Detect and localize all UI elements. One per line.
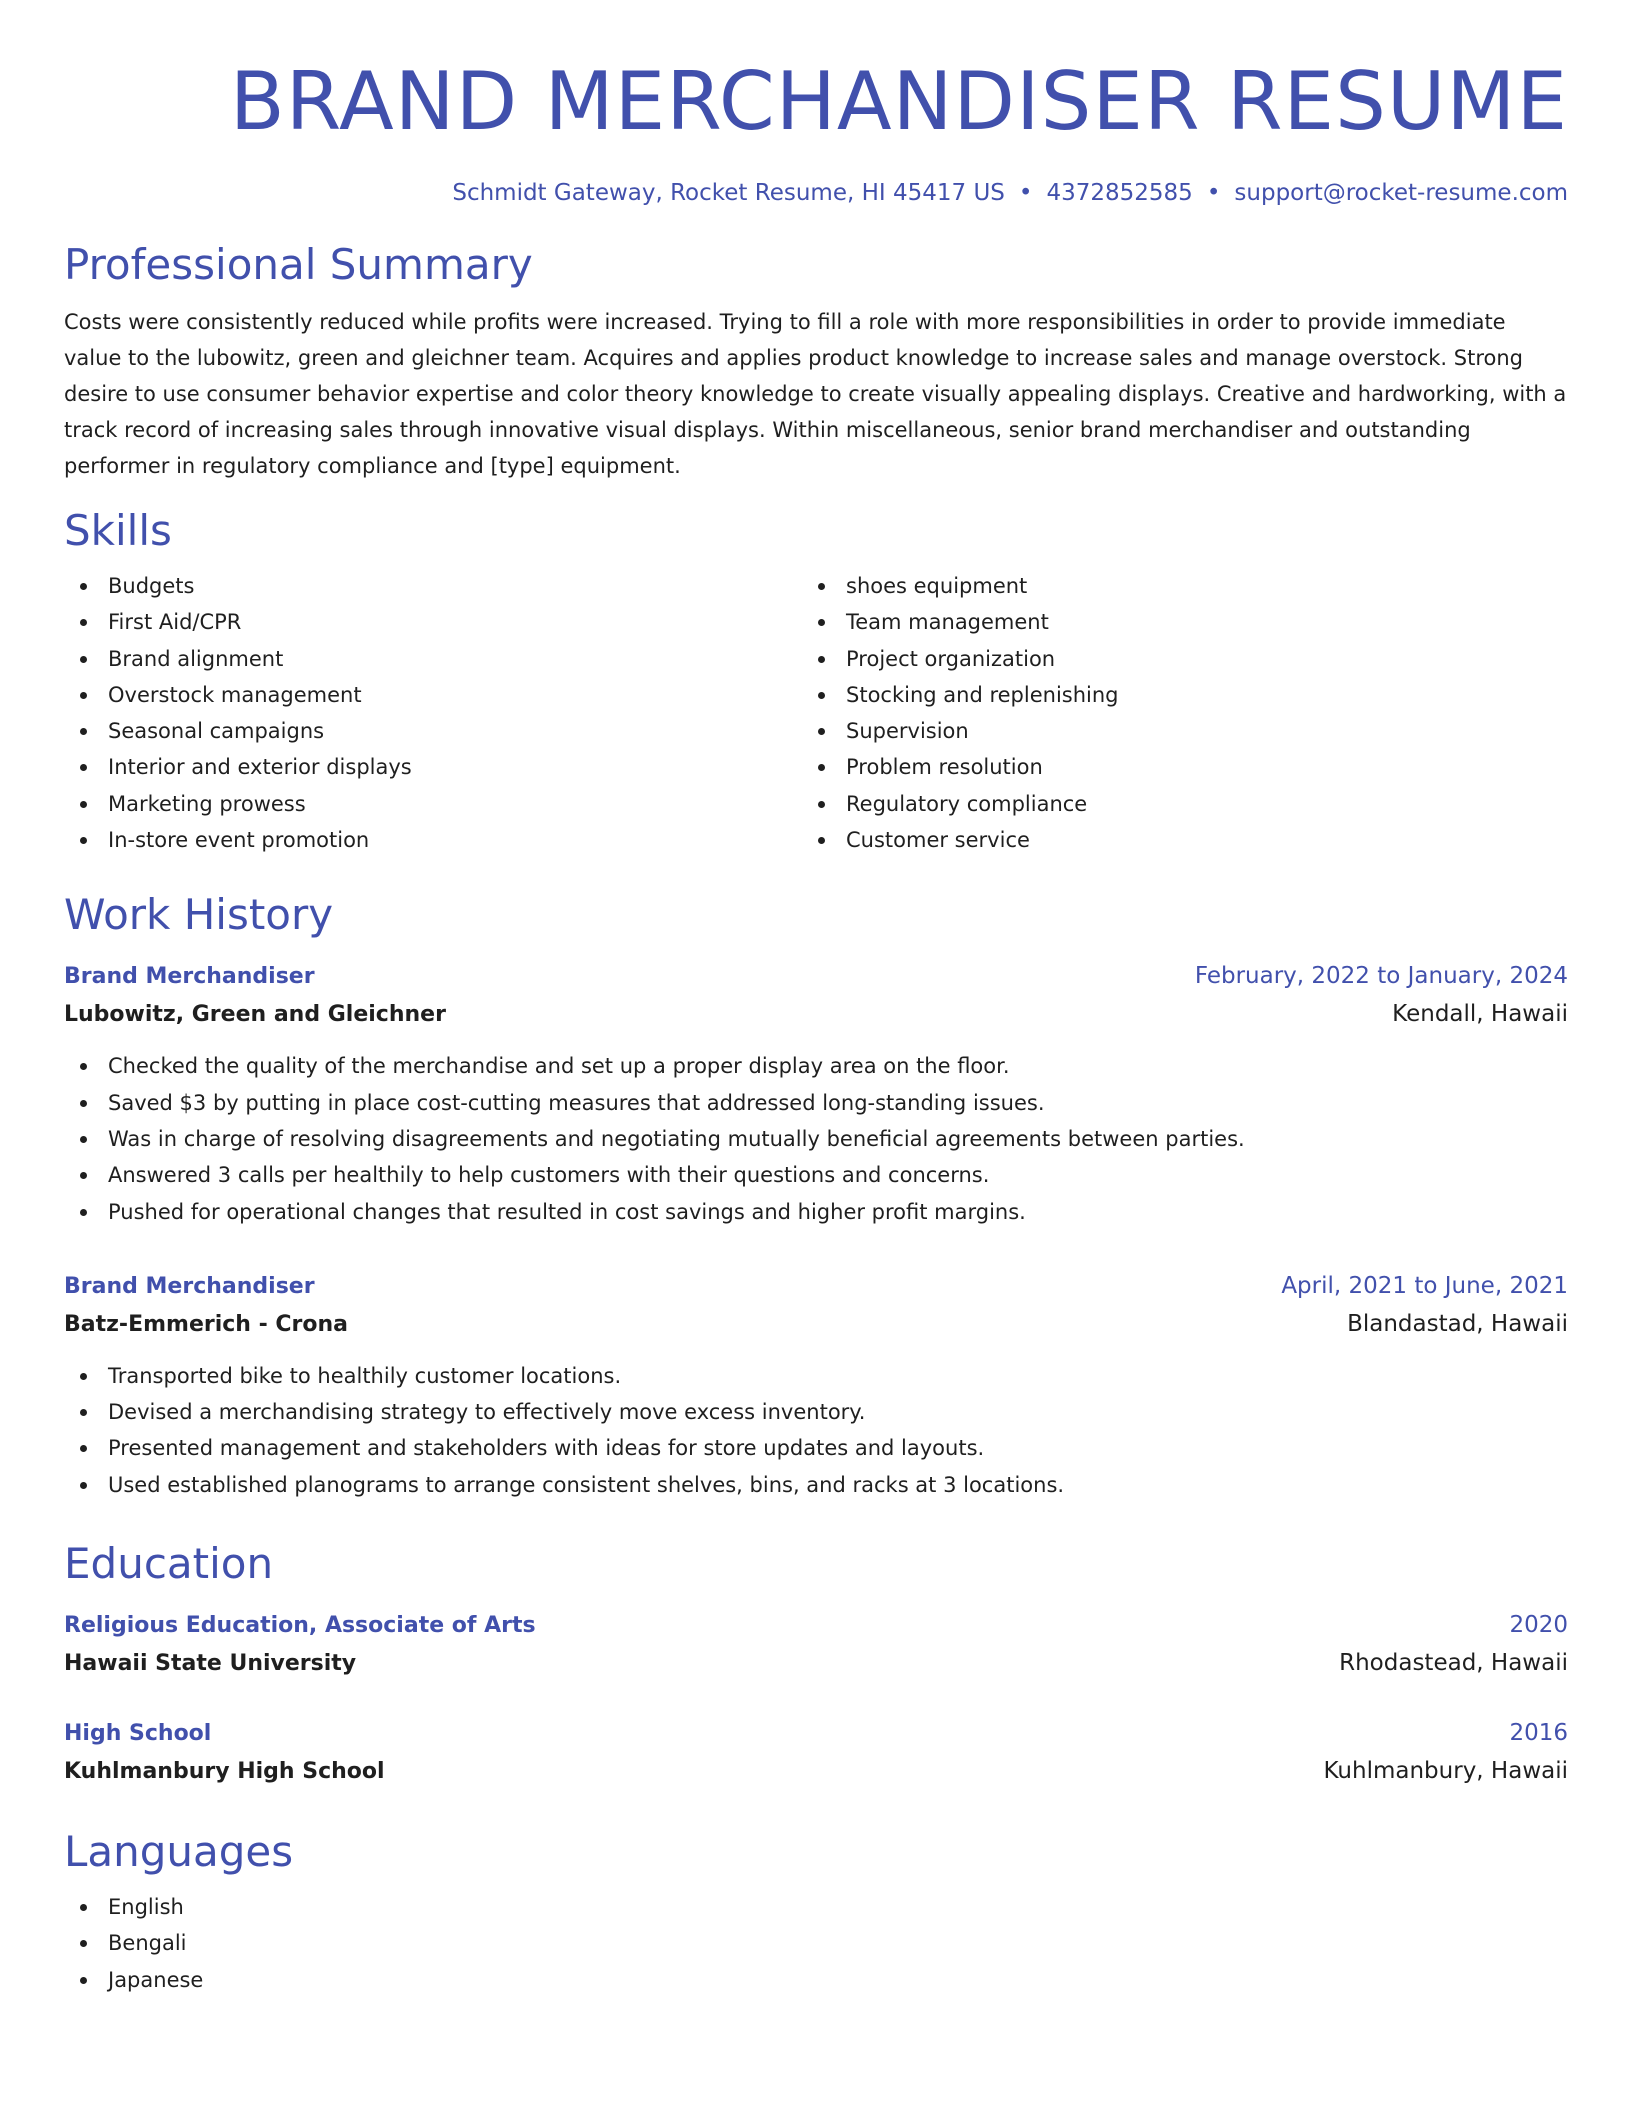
section-title-languages: Languages (64, 1827, 294, 1877)
section-title-work-history: Work History (64, 890, 334, 940)
job-company-row (64, 995, 1568, 1034)
job-bullets (64, 1048, 1568, 1229)
education-header-row (64, 1715, 1568, 1752)
skill-item: Interior and exterior displays (64, 749, 802, 785)
section-title-education: Education (64, 1539, 274, 1589)
job-bullet: Devised a merchandising strategy to effectively move excess inventory. (64, 1394, 1568, 1430)
contact-separator: • (1206, 180, 1221, 206)
skill-item: Regulatory compliance (802, 786, 1540, 822)
skills-grid (64, 568, 1568, 858)
education-entry (64, 1715, 1568, 1791)
languages-list (64, 1889, 1568, 1998)
job-bullet: Answered 3 calls per healthily to help customers with their questions and concerns. (64, 1157, 1568, 1193)
skill-item: Budgets (64, 568, 802, 604)
resume-title: BRAND MERCHANDISER RESUME (229, 55, 1568, 148)
job-header-row (64, 1268, 1568, 1305)
job-company: Lubowitz, Green and Gleichner (64, 1002, 446, 1028)
job-location: Kendall, Hawaii (1392, 1001, 1568, 1028)
skill-item: Project organization (802, 641, 1540, 677)
professional-summary-section (64, 238, 1568, 484)
education-year: 2020 (1509, 1612, 1568, 1639)
job-bullet: Saved $3 by putting in place cost-cutting measures that addressed long-standing issues. (64, 1085, 1568, 1121)
education-entry (64, 1607, 1568, 1683)
skills-column-right (802, 568, 1540, 858)
job-bullets (64, 1358, 1568, 1503)
job-company-row (64, 1305, 1568, 1344)
skill-item: Customer service (802, 822, 1540, 858)
education-school-row (64, 1644, 1568, 1683)
section-title-skills: Skills (64, 506, 172, 555)
job-dates: April, 2021 to June, 2021 (1281, 1272, 1568, 1299)
job-role: Brand Merchandiser (64, 964, 315, 990)
job-entry (64, 1268, 1568, 1503)
contact-separator: • (1018, 180, 1033, 206)
skill-item: In-store event promotion (64, 822, 802, 858)
skill-item: Supervision (802, 713, 1540, 749)
job-bullet: Used established planograms to arrange consistent shelves, bins, and racks at 3 locations. (64, 1467, 1568, 1503)
language-item: Bengali (64, 1925, 1568, 1961)
skills-section (64, 504, 1568, 858)
education-degree: High School (64, 1721, 212, 1747)
skill-item: shoes equipment (802, 568, 1540, 604)
skill-item: Overstock management (64, 677, 802, 713)
skill-item: Seasonal campaigns (64, 713, 802, 749)
contact-address: Schmidt Gateway, Rocket Resume, HI 45417 US (452, 180, 1005, 206)
languages-section (64, 1825, 1568, 1998)
skill-item: Marketing prowess (64, 786, 802, 822)
education-section (64, 1537, 1568, 1791)
job-bullet: Pushed for operational changes that resulted in cost savings and higher profit margins. (64, 1194, 1568, 1230)
language-item: Japanese (64, 1962, 1568, 1998)
skills-column-left (64, 568, 802, 858)
section-title-summary: Professional Summary (64, 240, 533, 289)
work-history-section (64, 888, 1568, 1503)
contact-phone: 4372852585 (1046, 180, 1193, 206)
education-school-row (64, 1752, 1568, 1791)
skill-item: Stocking and replenishing (802, 677, 1540, 713)
job-header-row (64, 958, 1568, 995)
job-entry (64, 958, 1568, 1229)
education-school: Kuhlmanbury High School (64, 1759, 385, 1785)
contact-email: support@rocket-resume.com (1234, 180, 1568, 206)
summary-paragraph: Costs were consistently reduced while profits were increased. Trying to fill a role with more responsibilities in order to provide immediate value to the lubowitz, green and gleichner team. Acquires and applies product knowledge to increase sales and manage overstock. Strong desire to use consumer behavior expertise and color theory knowledge to create visually appealing displays. Creative and hardworking, with a track record of increasing sales through innovative visual displays. Within miscellaneous, senior brand merchandiser and outstanding performer in regulatory compliance and [type] equipment. (64, 310, 1567, 478)
education-school: Hawaii State University (64, 1651, 357, 1677)
education-location: Kuhlmanbury, Hawaii (1323, 1758, 1568, 1785)
job-role: Brand Merchandiser (64, 1273, 315, 1299)
skill-item: First Aid/CPR (64, 604, 802, 640)
skill-item: Problem resolution (802, 749, 1540, 785)
education-year: 2016 (1509, 1720, 1568, 1747)
job-bullet: Was in charge of resolving disagreements and negotiating mutually beneficial agreements between parties. (64, 1121, 1568, 1157)
job-bullet: Presented management and stakeholders with ideas for store updates and layouts. (64, 1430, 1568, 1466)
education-header-row (64, 1607, 1568, 1644)
education-location: Rhodastead, Hawaii (1339, 1650, 1568, 1677)
job-company: Batz-Emmerich - Crona (64, 1311, 349, 1337)
job-bullet: Checked the quality of the merchandise and set up a proper display area on the floor. (64, 1048, 1568, 1084)
job-location: Blandastad, Hawaii (1347, 1310, 1568, 1337)
contact-line (64, 176, 1568, 210)
job-dates: February, 2022 to January, 2024 (1194, 963, 1568, 990)
education-degree: Religious Education, Associate of Arts (64, 1613, 536, 1639)
language-item: English (64, 1889, 1568, 1925)
skill-item: Team management (802, 604, 1540, 640)
skill-item: Brand alignment (64, 641, 802, 677)
job-bullet: Transported bike to healthily customer locations. (64, 1358, 1568, 1394)
